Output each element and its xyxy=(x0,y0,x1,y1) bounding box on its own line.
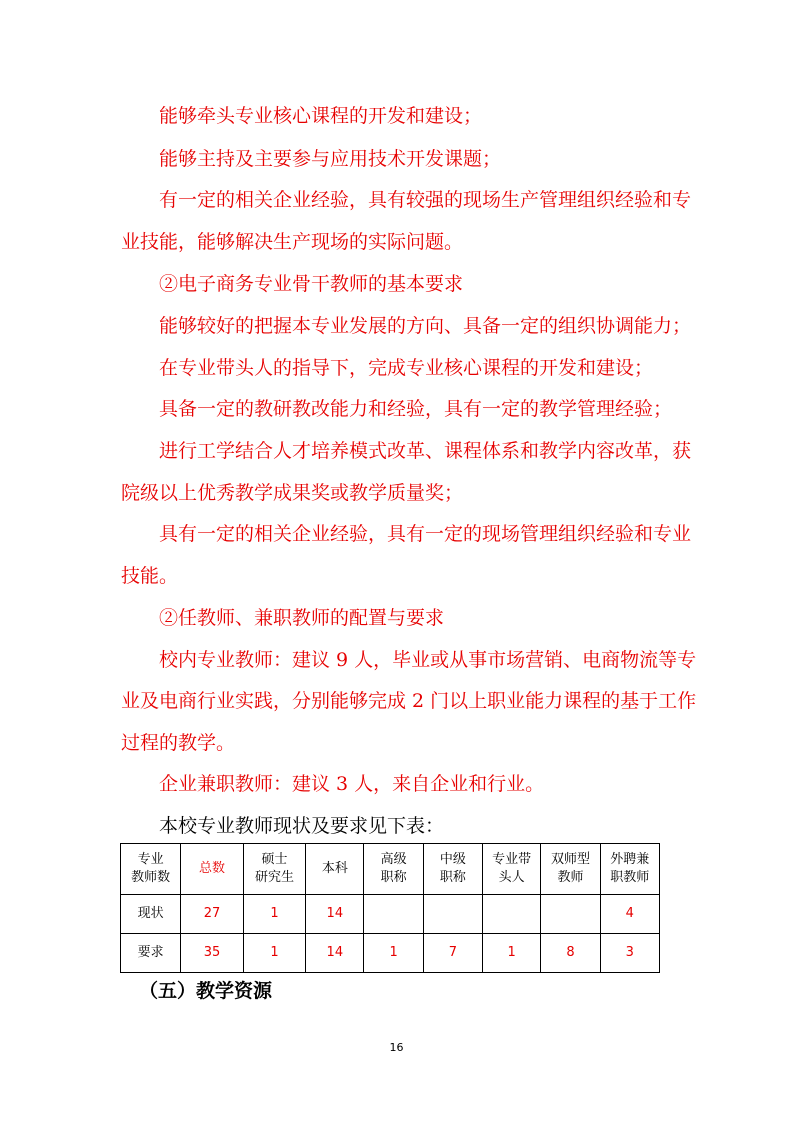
paragraph-line: 校内专业教师：建议 9 人，毕业或从事市场营销、电商物流等专 xyxy=(159,649,697,671)
paragraph-line: 业技能，能够解决生产现场的实际问题。 xyxy=(121,231,464,253)
paragraph-line: 能够牵头专业核心课程的开发和建设； xyxy=(159,105,483,127)
paragraph-line: 有一定的相关企业经验，具有较强的现场生产管理组织经验和专 xyxy=(159,189,692,211)
header-cell: 双师型 教师 xyxy=(541,844,600,895)
paragraph-line: 技能。 xyxy=(121,565,179,587)
paragraph-line: 具备一定的教研教改能力和经验，具有一定的教学管理经验； xyxy=(159,398,673,420)
header-cell: 高级 职称 xyxy=(364,844,423,895)
subheading: ②电子商务专业骨干教师的基本要求 xyxy=(159,273,464,295)
table-row xyxy=(121,934,660,973)
header-cell: 专业 教师数 xyxy=(121,844,181,895)
table-cell: 4 xyxy=(600,895,659,934)
paragraph-line: 企业兼职教师：建议 3 人，来自企业和行业。 xyxy=(159,773,545,795)
paragraph-line: 业及电商行业实践，分别能够完成 2 门以上职业能力课程的基于工作 xyxy=(121,690,697,712)
table-cell: 1 xyxy=(483,934,541,973)
table-cell: 14 xyxy=(306,934,364,973)
table-cell: 8 xyxy=(541,934,600,973)
table-cell: 1 xyxy=(243,895,305,934)
paragraph-line: 在专业带头人的指导下，完成专业核心课程的开发和建设； xyxy=(159,357,654,379)
paragraph-line: 进行工学结合人才培养模式改革、课程体系和教学内容改革，获 xyxy=(159,440,692,462)
header-cell: 外聘兼 职教师 xyxy=(600,844,659,895)
table-header-row xyxy=(121,844,660,895)
table-row xyxy=(121,895,660,934)
table-cell: 7 xyxy=(423,934,482,973)
table-cell xyxy=(423,895,482,934)
header-cell: 中级 职称 xyxy=(423,844,482,895)
table-cell: 27 xyxy=(181,895,243,934)
teacher-staff-table xyxy=(120,843,660,973)
table-cell: 14 xyxy=(306,895,364,934)
paragraph-line: 过程的教学。 xyxy=(121,732,236,754)
row-label: 现状 xyxy=(121,895,181,934)
subheading: ②任教师、兼职教师的配置与要求 xyxy=(159,607,445,629)
header-cell: 专业带 头人 xyxy=(483,844,541,895)
header-cell: 本科 xyxy=(306,844,364,895)
table-intro: 本校专业教师现状及要求见下表： xyxy=(159,815,445,837)
header-cell: 硕士 研究生 xyxy=(243,844,305,895)
row-label: 要求 xyxy=(121,934,181,973)
paragraph-line: 能够主持及主要参与应用技术开发课题； xyxy=(159,148,502,170)
table-cell: 3 xyxy=(600,934,659,973)
table-cell xyxy=(541,895,600,934)
page-number: 16 xyxy=(389,1041,404,1054)
section-heading: （五）教学资源 xyxy=(139,980,273,1002)
table-cell: 1 xyxy=(243,934,305,973)
paragraph-line: 具有一定的相关企业经验，具有一定的现场管理组织经验和专业 xyxy=(159,523,692,545)
table-cell xyxy=(364,895,423,934)
table-cell: 1 xyxy=(364,934,423,973)
paragraph-line: 能够较好的把握本专业发展的方向、具备一定的组织协调能力； xyxy=(159,315,692,337)
table-cell xyxy=(483,895,541,934)
paragraph-line: 院级以上优秀教学成果奖或教学质量奖； xyxy=(121,482,464,504)
header-cell: 总数 xyxy=(181,844,243,895)
table-cell: 35 xyxy=(181,934,243,973)
